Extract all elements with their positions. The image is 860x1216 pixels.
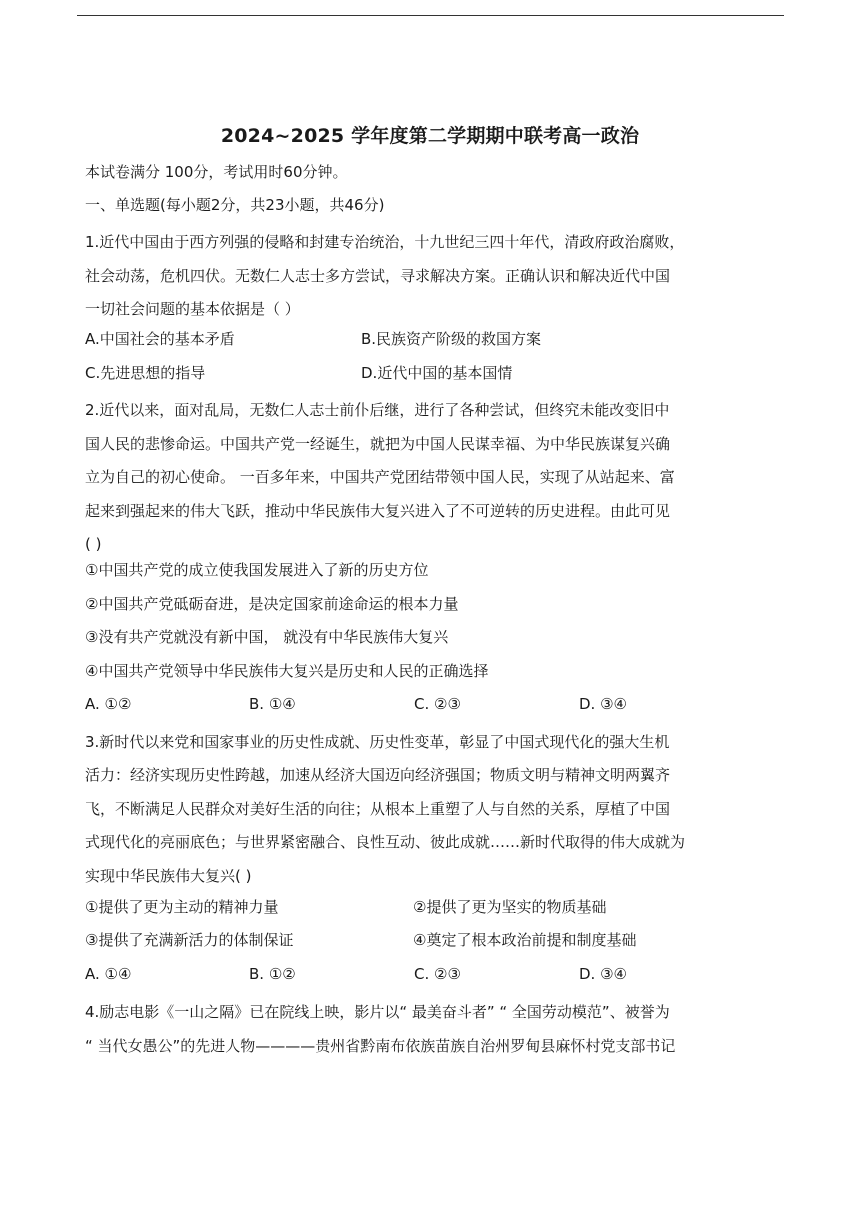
exam-title: 2024~2025 学年度第二学期期中联考高一政治 <box>220 125 640 147</box>
q3-line-3: 飞，不断满足人民群众对美好生活的向往；从根本上重塑了人与自然的关系，厚植了中国 <box>85 800 671 818</box>
q3-statement-1: ①提供了更为主动的精神力量 <box>85 898 279 916</box>
q3-option-d: D. ③④ <box>579 965 627 983</box>
q3-option-b: B. ①② <box>249 965 296 983</box>
q2-statement-3: ③没有共产党就没有新中国， 就没有中华民族伟大复兴 <box>85 628 449 646</box>
q1-line-3: 一切社会问题的基本依据是（ ） <box>85 300 300 318</box>
q1-line-2: 社会动荡，危机四伏。无数仁人志士多方尝试，寻求解决方案。正确认识和解决近代中国 <box>85 267 671 285</box>
q3-line-5: 实现中华民族伟大复兴( ) <box>85 867 252 885</box>
section-heading: 一、单选题(每小题2分，共23小题，共46分) <box>85 196 385 214</box>
q3-statement-4: ④奠定了根本政治前提和制度基础 <box>413 931 637 949</box>
exam-intro: 本试卷满分 100分，考试用时60分钟。 <box>85 163 348 181</box>
q3-statement-3: ③提供了充满新活力的体制保证 <box>85 931 294 949</box>
q3-option-c: C. ②③ <box>414 965 461 983</box>
q1-option-a: A.中国社会的基本矛盾 <box>85 330 235 348</box>
q2-option-a: A. ①② <box>85 695 132 713</box>
q1-option-c: C.先进思想的指导 <box>85 364 206 382</box>
q2-option-b: B. ①④ <box>249 695 296 713</box>
q3-line-2: 活力：经济实现历史性跨越，加速从经济大国迈向经济强国；物质文明与精神文明两翼齐 <box>85 766 671 784</box>
q1-option-b: B.民族资产阶级的救国方案 <box>361 330 542 348</box>
q4-line-2: “ 当代女愚公”的先进人物————贵州省黔南布依族苗族自治州罗甸县麻怀村党支部书记 <box>85 1037 676 1055</box>
q2-line-3: 立为自己的初心使命。 一百多年来，中国共产党团结带领中国人民，实现了从站起来、富 <box>85 468 675 486</box>
q2-option-d: D. ③④ <box>579 695 627 713</box>
q2-line-5: ( ) <box>85 535 102 553</box>
q1-line-1: 1.近代中国由于西方列强的侵略和封建专治统治，十九世纪三四十年代，清政府政治腐败， <box>85 233 685 251</box>
q3-line-1: 3.新时代以来党和国家事业的历史性成就、历史性变革，彰显了中国式现代化的强大生机 <box>85 733 670 751</box>
q2-line-1: 2.近代以来，面对乱局，无数仁人志士前仆后继，进行了各种尝试，但终究未能改变旧中 <box>85 401 670 419</box>
q2-option-c: C. ②③ <box>414 695 461 713</box>
q2-statement-4: ④中国共产党领导中华民族伟大复兴是历史和人民的正确选择 <box>85 662 489 680</box>
q3-option-a: A. ①④ <box>85 965 132 983</box>
q2-statement-2: ②中国共产党砥砺奋进，是决定国家前途命运的根本力量 <box>85 595 459 613</box>
header-rule <box>77 15 784 16</box>
q3-line-4: 式现代化的亮丽底色；与世界紧密融合、良性互动、彼此成就……新时代取得的伟大成就为 <box>85 833 686 851</box>
q2-line-4: 起来到强起来的伟大飞跃，推动中华民族伟大复兴进入了不可逆转的历史进程。由此可见 <box>85 502 671 520</box>
q1-option-d: D.近代中国的基本国情 <box>361 364 513 382</box>
q2-statement-1: ①中国共产党的成立使我国发展进入了新的历史方位 <box>85 561 429 579</box>
q4-line-1: 4.励志电影《一山之隔》已在院线上映，影片以“ 最美奋斗者” “ 全国劳动模范”、被誉为 <box>85 1003 670 1021</box>
q2-line-2: 国人民的悲惨命运。中国共产党一经诞生，就把为中国人民谋幸福、为中华民族谋复兴确 <box>85 435 671 453</box>
q3-statement-2: ②提供了更为坚实的物质基础 <box>413 898 607 916</box>
